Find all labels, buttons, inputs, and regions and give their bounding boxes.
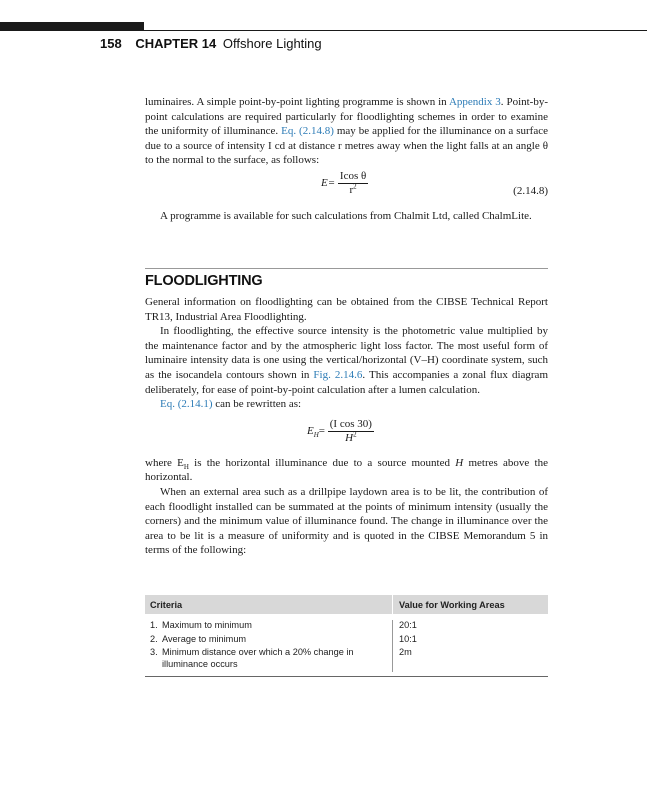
- table-row: 1. Maximum to minimum: [150, 620, 252, 630]
- header-rule: [144, 30, 647, 31]
- section-divider: [145, 268, 548, 269]
- table-value: 20:1: [399, 620, 417, 630]
- table-value: 2m: [399, 647, 412, 657]
- floodlighting-body: [145, 295, 548, 558]
- header-bar: [0, 22, 144, 31]
- criteria-column: [145, 620, 393, 672]
- table-header: [145, 595, 548, 614]
- chapter-label: CHAPTER 14: [135, 36, 217, 51]
- equation-fraction: $\frac{\text{Icos θ}}{r^2}$: [339, 169, 367, 196]
- intro-block: [145, 95, 548, 224]
- equation-fraction: $\frac{\text{(I cos 30)}}{H^2}$: [329, 417, 372, 444]
- equation-lhs: E=: [321, 177, 336, 189]
- table-row: 2. Average to minimum: [150, 633, 247, 644]
- equation-link-2-14-8[interactable]: Eq. (2.14.8): [281, 125, 334, 138]
- equation-link-2-14-1[interactable]: Eq. (2.14.1): [160, 398, 213, 411]
- intro-paragraph-1: luminaires. A simple point-by-point lighting programme is shown in Appendix 3. Point-by-point calculations are required particularly for floodlighting schemes in order to examine the uniformity of illuminance. Eq. (2.14.8) may be applied for the illuminance on a surface due to a source of intensity I cd at distance r metres away when the light falls at an angle θ to the normal to the surface, as follows:: [145, 96, 549, 167]
- uniformity-table: [145, 595, 548, 677]
- intro-paragraph-2: A programme is available for such calculations from Chalmit Ltd, called ChalmLite.: [160, 209, 532, 222]
- table-row: 3. Minimum distance over which a 20% change in illuminance occurs: [150, 647, 354, 669]
- value-column: [393, 620, 548, 672]
- section-paragraph-1: General information on floodlighting can be obtained from the CIBSE Technical Report TR13, Industrial Area Floodlighting.: [145, 296, 548, 323]
- page-number: 158: [100, 36, 122, 51]
- figure-link[interactable]: Fig. 2.14.6: [313, 368, 363, 381]
- chapter-title: Offshore Lighting: [222, 36, 322, 51]
- appendix-link[interactable]: Appendix 3: [448, 96, 501, 108]
- equation-horizontal-illuminance: $E_H=$ $\frac{\text{(I cos 30)}}{H^2}$: [307, 417, 372, 444]
- section-paragraph-5: When an external area such as a drillpipe laydown area is to be lit, the contribution of each floodlight installed can be summated at the points of minimum intensity (usually the corners) and the minimum value of illuminance found. The change in illuminance over the area to be lit is a measure of uniformity and is quoted in the CIBSE Memorandum 5 in terms of the following:: [145, 485, 548, 557]
- criteria-column-header: Criteria: [145, 595, 393, 614]
- equation-number: (2.14.8): [513, 184, 548, 197]
- table-body: [145, 614, 548, 677]
- table-value: 10:1: [399, 633, 417, 644]
- running-head: [100, 36, 322, 51]
- section-paragraph-4: where $E_H$ is the horizontal illuminance due to a source mounted H metres above the horizontal.: [145, 456, 548, 484]
- value-column-header: Value for Working Areas: [399, 599, 505, 610]
- section-paragraph-2: In floodlighting, the effective source intensity is the photometric value multiplied by the maintenance factor and by the atmospheric light loss factor. The most useful form of luminaire intensity data is one using the vertical/horizontal (V–H) coordinate system, such as the isocandela contours shown in Fig. 2.14.6. This accompanies a zonal flux diagram deliberately, for ease of point-by-point calculation after a lumen calculation.: [145, 325, 548, 396]
- section-heading: FLOODLIGHTING: [145, 273, 263, 289]
- equation-2-14-8: [145, 168, 548, 198]
- section-paragraph-3: Eq. (2.14.1) can be rewritten as:: [160, 398, 302, 411]
